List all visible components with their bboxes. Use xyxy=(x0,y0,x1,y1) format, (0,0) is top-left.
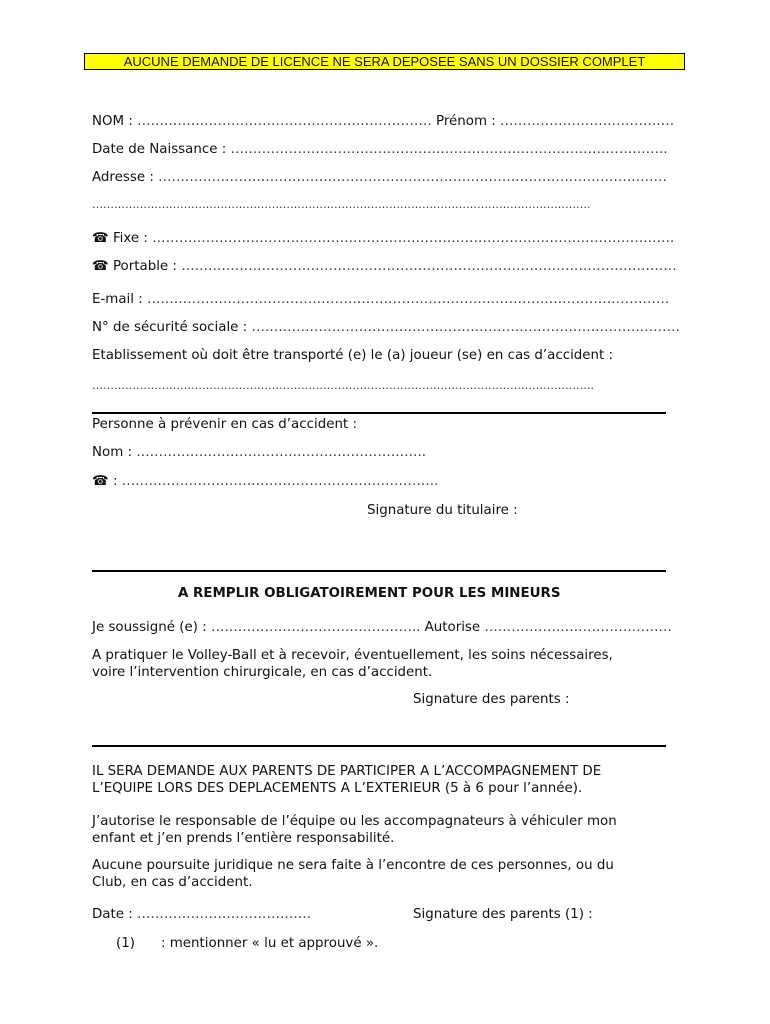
autorisation-line-2: enfant et j’en prends l’entière responsabilité. xyxy=(92,831,395,846)
soussigne-label: Je soussigné (e) : xyxy=(92,620,211,635)
footnote-number: (1) xyxy=(116,936,135,951)
section-divider xyxy=(92,570,666,572)
prenom-field[interactable]: ………………………………… xyxy=(500,114,675,129)
portable-row xyxy=(92,258,677,276)
phone-icon: ☎ xyxy=(92,474,109,489)
minors-paragraph-line-2: voire l’intervention chirurgicale, en cas d’accident. xyxy=(92,665,433,680)
parents-signature-1-label: Signature des parents (1) : xyxy=(413,907,593,922)
contact-nom-field[interactable]: ……………………………………………………….. xyxy=(136,445,426,460)
secu-label: N° de sécurité sociale : xyxy=(92,320,252,335)
fixe-row xyxy=(92,230,674,248)
email-label: E-mail : xyxy=(92,292,148,307)
contact-nom-label: Nom : xyxy=(92,445,137,460)
adresse-label: Adresse : xyxy=(92,170,159,185)
section-divider xyxy=(92,745,666,747)
accompagnement-line-2: L’EQUIPE LORS DES DEPLACEMENTS A L’EXTERIEUR (5 à 6 pour l’année). xyxy=(92,781,583,796)
contact-nom-row xyxy=(92,444,426,462)
secu-row xyxy=(92,319,680,337)
poursuite-line-2: Club, en cas d’accident. xyxy=(92,875,253,890)
date-label: Date : xyxy=(92,907,138,922)
section-divider xyxy=(92,412,666,414)
autorise-label: Autorise xyxy=(424,620,485,635)
autorise-field[interactable]: …………………………………… xyxy=(484,620,672,635)
accompagnement-line-1: IL SERA DEMANDE AUX PARENTS DE PARTICIPER A L’ACCOMPAGNEMENT DE xyxy=(92,764,602,779)
nom-prenom-row xyxy=(92,113,674,131)
etablissement-label: Etablissement où doit être transporté (e) le (a) joueur (se) en cas d’accident : xyxy=(92,348,614,363)
minors-paragraph-line-1: A pratiquer le Volley-Ball et à recevoir, éventuellement, les soins nécessaires, xyxy=(92,648,613,663)
soussigne-field[interactable]: ……………………………………….. xyxy=(210,620,425,635)
email-row xyxy=(92,291,669,309)
etablissement-line[interactable] xyxy=(92,377,594,395)
contact-phone-row xyxy=(92,473,438,491)
naissance-row xyxy=(92,141,668,159)
phone-icon: ☎ xyxy=(92,231,109,246)
contact-phone-field[interactable]: …………………………………………………………….. xyxy=(121,474,439,489)
date-field[interactable]: ………………………………… xyxy=(137,907,312,922)
phone-icon: ☎ xyxy=(92,259,109,274)
parents-signature-label: Signature des parents : xyxy=(413,692,570,707)
minors-heading: A REMPLIR OBLIGATOIREMENT POUR LES MINEURS xyxy=(178,586,561,601)
nom-field[interactable]: ………………………………………………………… xyxy=(137,114,432,129)
contact-heading: Personne à prévenir en cas d’accident : xyxy=(92,417,357,432)
portable-label: Portable : xyxy=(108,259,182,274)
date-row xyxy=(92,906,311,924)
fixe-field[interactable]: ……………………………………………………………………………………………………… xyxy=(152,231,675,246)
prenom-label: Prénom : xyxy=(431,114,501,129)
secu-field[interactable]: …………………………………………………………………………………… xyxy=(251,320,680,335)
portable-field[interactable]: ………………………………………………………………………………………………… xyxy=(181,259,677,274)
titulaire-signature-label: Signature du titulaire : xyxy=(367,503,518,518)
naissance-field[interactable]: …………………………………………………………………………………….. xyxy=(230,142,668,157)
adresse-field[interactable]: …………………………………………………………………………………………………… xyxy=(158,170,667,185)
nom-label: NOM : xyxy=(92,114,138,129)
warning-banner: AUCUNE DEMANDE DE LICENCE NE SERA DEPOSEE SANS UN DOSSIER COMPLET xyxy=(84,53,685,70)
soussigne-row xyxy=(92,619,672,637)
adresse-row xyxy=(92,169,667,187)
email-field[interactable]: ……………………………………………………………………………………………………… xyxy=(147,292,670,307)
fixe-label: Fixe : xyxy=(108,231,153,246)
adresse-line-2[interactable] xyxy=(92,196,591,214)
autorisation-line-1: J’autorise le responsable de l’équipe ou les accompagnateurs à véhiculer mon xyxy=(92,814,617,829)
naissance-label: Date de Naissance : xyxy=(92,142,231,157)
etablissement-field[interactable]: ……………………………………………………………………………………………………………………….. xyxy=(92,379,594,392)
footnote-text: : mentionner « lu et approuvé ». xyxy=(161,936,379,951)
poursuite-line-1: Aucune poursuite juridique ne sera faite à l’encontre de ces personnes, ou du xyxy=(92,858,614,873)
contact-phone-label: : xyxy=(108,474,122,489)
adresse-field-2[interactable]: ………………………………………………………………………………………………………………………. xyxy=(92,198,591,211)
